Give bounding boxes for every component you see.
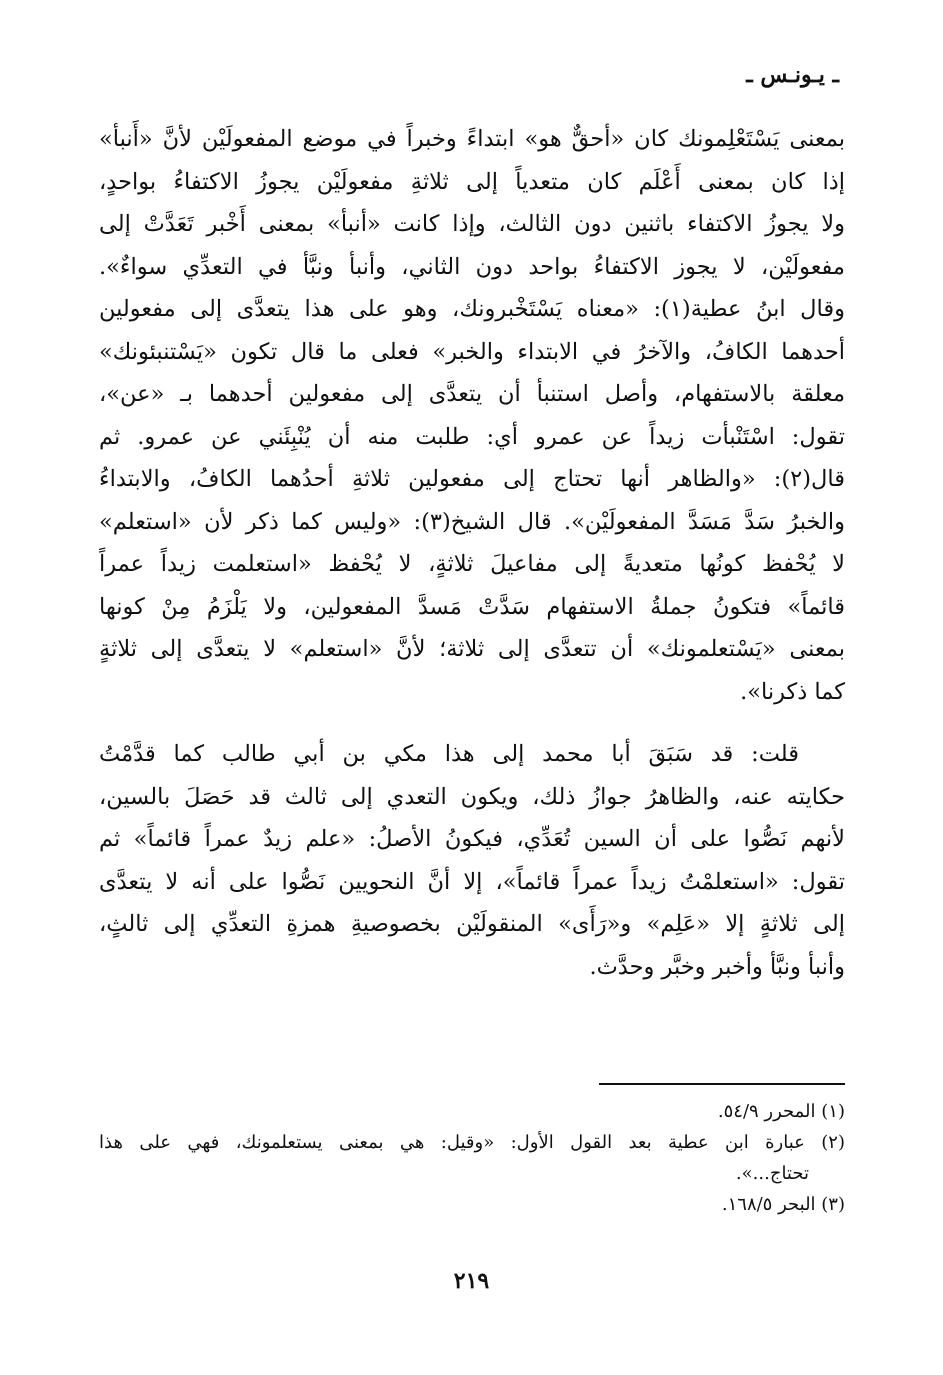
footnotes xyxy=(99,1096,845,1220)
text-line: قائماً» فتكونُ جملةُ الاستفهام سَدَّتْ مَسدَّ المفعولين، ولا يَلْزَمُ مِنْ كونها xyxy=(99,593,845,620)
text-line: بمعنى «يَسْتعلمونك» أن تتعدَّى إلى ثلاثة؛ لأنَّ «استعلم» لا يتعدَّى إلى ثلاثةٍ xyxy=(99,636,845,662)
text-line: أحدهما الكافُ، والآخرُ في الابتداء والخبر» فعلى ما قال تكون «يَسْتنبئونك» xyxy=(99,338,845,365)
text-line: إلى ثلاثةٍ إلا «عَلِم» و«رَأَى» المنقولَيْن بخصوصيةِ همزةِ التعدِّي إلى ثالثٍ، xyxy=(99,911,845,937)
text-line: لأنهم نَصُّوا على أن السين تُعَدِّي، فيكونُ الأصلُ: «علم زيدٌ عمراً قائماً» ثم xyxy=(99,826,845,852)
footnote-separator xyxy=(599,1083,845,1085)
text-line: قلت: قد سَبَقَ أبا محمد إلى هذا مكي بن أبي طالب كما قدَّمْتُ xyxy=(99,741,799,767)
text-line: قال(٢): «والظاهر أنها تحتاج إلى مفعولين ثلاثةِ أحدُهما الكافُ، والابتداءُ xyxy=(99,466,845,492)
footnote-1: (١) المحرر ٥٤/٩. xyxy=(717,1101,845,1122)
text-line: مفعولَيْن، لا يجوز الاكتفاءُ بواحد دون الثاني، وأنبأ ونبَّأ في التعدِّي سواءٌ». xyxy=(99,253,845,280)
page-number: ٢١٩ xyxy=(453,1268,490,1294)
text-line: تقول: اسْتَنْبأت زيداً عن عمرو أي: طلبت منه أن يُنْبِئَني عن عمرو. ثم xyxy=(99,423,845,450)
text-line: ولا يجوزُ الاكتفاء باثنين دون الثالث، وإذا كانت «أنبأ» بمعنى أَخْبر تَعَدَّتْ إلى xyxy=(99,211,845,237)
text-line: معلقة بالاستفهام، وأصل استنبأ أن يتعدَّى إلى مفعولين أحدهما بـ «عن»، xyxy=(99,381,845,407)
main-text xyxy=(99,118,845,988)
text-line: حكايته عنه، والظاهرُ جوازُ ذلك، ويكون التعدي إلى ثالث قد حَصَلَ بالسين، xyxy=(99,783,845,810)
text-line: إذا كان بمعنى أَعْلَم كان متعدياً إلى ثلاثةِ مفعولَيْن يجوزُ الاكتفاءُ بواحدٍ، xyxy=(99,168,845,195)
text-line: وأنبأ ونبَّأ وأخبر وخبَّر وحدَّث. xyxy=(589,953,845,980)
text-line: لا يُحْفظ كونُها متعديةً إلى مفاعيلَ ثلاثةٍ، لا يُحْفظ «استعلمت زيداً عمراً xyxy=(99,551,845,577)
footnote-2: (٢) عبارة ابن عطية بعد القول الأول: «وقيل: هي بمعنى يستعلمونك، فهي على هذا xyxy=(99,1132,845,1153)
footnote-2-continuation: تحتاج...». xyxy=(735,1163,809,1184)
text-line: كما ذكرنا». xyxy=(740,678,845,705)
text-line: بمعنى يَسْتَعْلِمونك كان «أحقٌّ هو» ابتداءً وخبراً في موضع المفعولَيْن لأنَّ «أَنبأ» xyxy=(99,126,845,152)
text-line: تقول: «استعلمْتُ زيداً عمراً قائماً»، إلا أنَّ النحويين نَصُّوا على أنه لا يتعدَّى xyxy=(99,868,845,895)
paragraph-1 xyxy=(99,118,845,713)
text-line: وقال ابنُ عطية(١): «معناه يَسْتَخْبرونك، وهو على هذا يتعدَّى إلى مفعولين xyxy=(99,296,845,322)
running-head: ـ يـونـس ـ xyxy=(746,62,839,88)
footnote-3: (٣) البحر ١٦٨/٥. xyxy=(721,1194,845,1215)
text-line: والخبرُ سَدَّ مَسَدَّ المفعولَيْن». قال الشيخ(٣): «وليس كما ذكر لأن «استعلم» xyxy=(99,508,845,535)
paragraph-2 xyxy=(99,733,845,988)
paragraph-gap xyxy=(99,713,845,733)
